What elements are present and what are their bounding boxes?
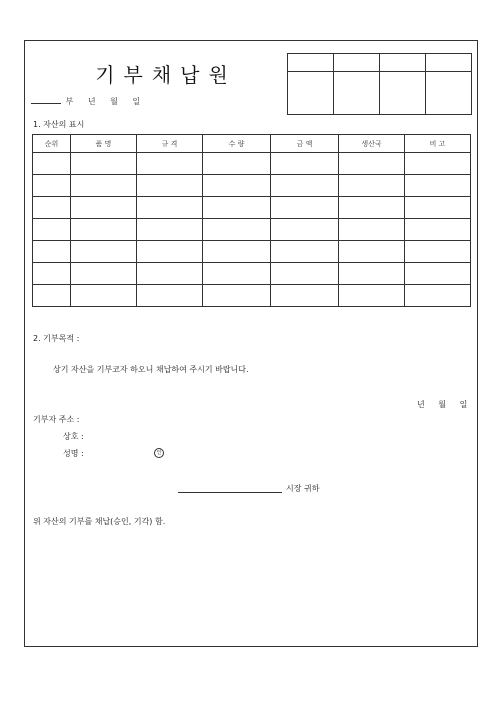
seal-mark [154,447,164,458]
table-cell [33,197,71,219]
submit-date [417,399,467,410]
table-cell [203,263,271,285]
table-row [33,197,471,219]
document-page [24,40,478,647]
header-rank: 순위 [33,135,71,153]
table-cell [203,197,271,219]
table-cell [137,175,203,197]
donor-address-label: 기부자 주소 : [33,415,80,424]
table-cell [339,219,405,241]
submit-date-year: 년 [417,400,425,409]
doc-date-month: 년 [87,97,96,106]
table-cell [137,263,203,285]
document-number-blank [31,103,61,104]
table-cell [271,285,339,307]
approval-header-cell [380,54,426,72]
recipient-label: 시장 귀하 [286,484,320,493]
table-cell [137,285,203,307]
table-cell [339,153,405,175]
table-cell [271,197,339,219]
section2-label: 2. 기부목적 : [33,334,80,343]
table-cell [71,263,137,285]
header-remarks: 비 고 [405,135,471,153]
table-cell [339,175,405,197]
table-cell [203,153,271,175]
submit-date-day: 일 [459,400,468,409]
table-cell [405,153,471,175]
table-cell [271,219,339,241]
table-cell [71,219,137,241]
table-cell [71,197,137,219]
approval-box [287,53,472,115]
seal-icon: 인 [154,448,164,458]
section1-label: 1. 자산의 표시 [33,120,85,129]
asset-table-body [33,153,471,307]
table-cell [405,219,471,241]
table-cell [71,241,137,263]
header-spec: 규 격 [137,135,203,153]
recipient-name-line [178,492,282,493]
table-cell [405,241,471,263]
table-cell [137,241,203,263]
table-row [33,285,471,307]
table-cell [271,175,339,197]
header-item-name: 품 명 [71,135,137,153]
table-row [33,219,471,241]
table-cell [71,285,137,307]
approval-header-cell [334,54,380,72]
donor-company-label: 상호 : [63,432,84,441]
doc-date-extra: 일 [132,97,141,106]
table-cell [271,241,339,263]
doc-date-day: 월 [110,97,118,106]
asset-table [32,134,471,307]
table-cell [203,285,271,307]
table-cell [33,285,71,307]
table-cell [271,263,339,285]
table-cell [137,153,203,175]
submit-date-month: 월 [438,400,447,409]
approval-sign-cell [380,72,426,115]
table-row [33,263,471,285]
table-cell [137,219,203,241]
request-text: 상기 자산을 기부코자 하오니 채납하여 주시기 바랍니다. [53,365,249,374]
approval-sign-cell [288,72,334,115]
table-cell [33,241,71,263]
table-cell [339,285,405,307]
table-cell [271,153,339,175]
table-cell [71,175,137,197]
approval-note: 위 자산의 기부를 채납(승인, 기각) 함. [33,517,166,526]
table-cell [33,219,71,241]
table-cell [203,241,271,263]
doc-date-year: 부 [65,97,74,106]
table-cell [405,285,471,307]
document-number-line [31,96,152,107]
approval-sign-cell [426,72,472,115]
table-row [33,153,471,175]
table-cell [405,175,471,197]
approval-header-cell [288,54,334,72]
donor-name-label: 성명 : [63,449,84,458]
header-quantity: 수 량 [203,135,271,153]
document-title: 기부채납원 [95,63,237,87]
table-cell [71,153,137,175]
table-cell [33,153,71,175]
table-cell [33,175,71,197]
header-amount: 금 액 [271,135,339,153]
table-cell [137,197,203,219]
approval-sign-cell [334,72,380,115]
table-row [33,241,471,263]
table-row [33,175,471,197]
table-cell [203,175,271,197]
header-origin: 생산국 [339,135,405,153]
table-cell [405,197,471,219]
table-cell [339,241,405,263]
approval-header-cell [426,54,472,72]
table-cell [33,263,71,285]
table-cell [405,263,471,285]
table-cell [339,263,405,285]
table-cell [339,197,405,219]
table-cell [203,219,271,241]
